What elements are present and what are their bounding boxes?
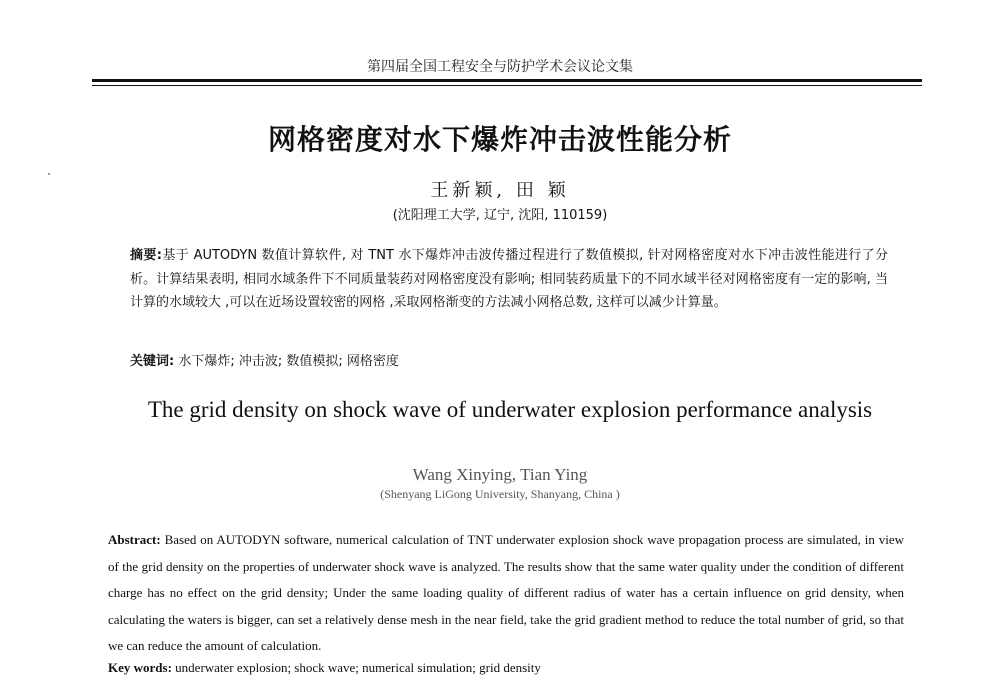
abstract-en	[108, 527, 904, 660]
header-rule-thin	[92, 85, 922, 86]
keywords-en	[108, 660, 904, 676]
affiliation-cn: (沈阳理工大学, 辽宁, 沈阳, 110159)	[392, 208, 608, 223]
header-rule-thick	[92, 79, 922, 82]
keywords-en-text: underwater explosion; shock wave; numerical simulation; grid density	[175, 660, 541, 675]
affiliation-en: (Shenyang LiGong University, Shanyang, China )	[380, 487, 620, 501]
abstract-cn-label: 摘要:	[130, 248, 162, 263]
scan-speck	[48, 173, 50, 175]
keywords-cn-text: 水下爆炸; 冲击波; 数值模拟; 网格密度	[178, 354, 399, 369]
keywords-cn-label: 关键词:	[130, 354, 175, 369]
paper-title-cn: 网格密度对水下爆炸冲击波性能分析	[267, 123, 732, 156]
paper-title-en: The grid density on shock wave of underwater explosion performance analysis	[147, 397, 873, 422]
abstract-cn	[130, 244, 888, 315]
keywords-en-label: Key words:	[108, 660, 172, 675]
running-head: 第四届全国工程安全与防护学术会议论文集	[367, 59, 633, 75]
abstract-en-text: Based on AUTODYN software, numerical calculation of TNT underwater explosion shock wave propagation process are simulated, in view of the grid density on the properties of underwater shock wave is analyzed. The results show that the same water quality under the condition of different charge has no effect on the grid density; Under the same loading quality of different radius of water has a certain influence on grid density, when calculating the waters is bigger, can set a relatively dense mesh in the near field, take the grid gradient method to reduce the total number of grid, so that we can reduce the amount of calculation.	[108, 532, 904, 653]
abstract-cn-text: 基于 AUTODYN 数值计算软件, 对 TNT 水下爆炸冲击波传播过程进行了数值模拟, 针对网格密度对水下冲击波性能进行了分析。计算结果表明, 相同水域条件下不同质量装药对网格密度没有影响; 相同装药质量下的不同水域半径对网格密度有一定的影响, 当计算的水域较大 ,可以在近场设置较密的网格 ,采取网格渐变的方法减小网格总数, 这样可以减少计算量。	[130, 248, 889, 310]
authors-cn: 王新颖, 田 颖	[430, 180, 570, 201]
keywords-cn	[130, 350, 888, 369]
authors-en: Wang Xinying, Tian Ying	[412, 465, 588, 484]
abstract-en-label: Abstract:	[108, 532, 161, 547]
